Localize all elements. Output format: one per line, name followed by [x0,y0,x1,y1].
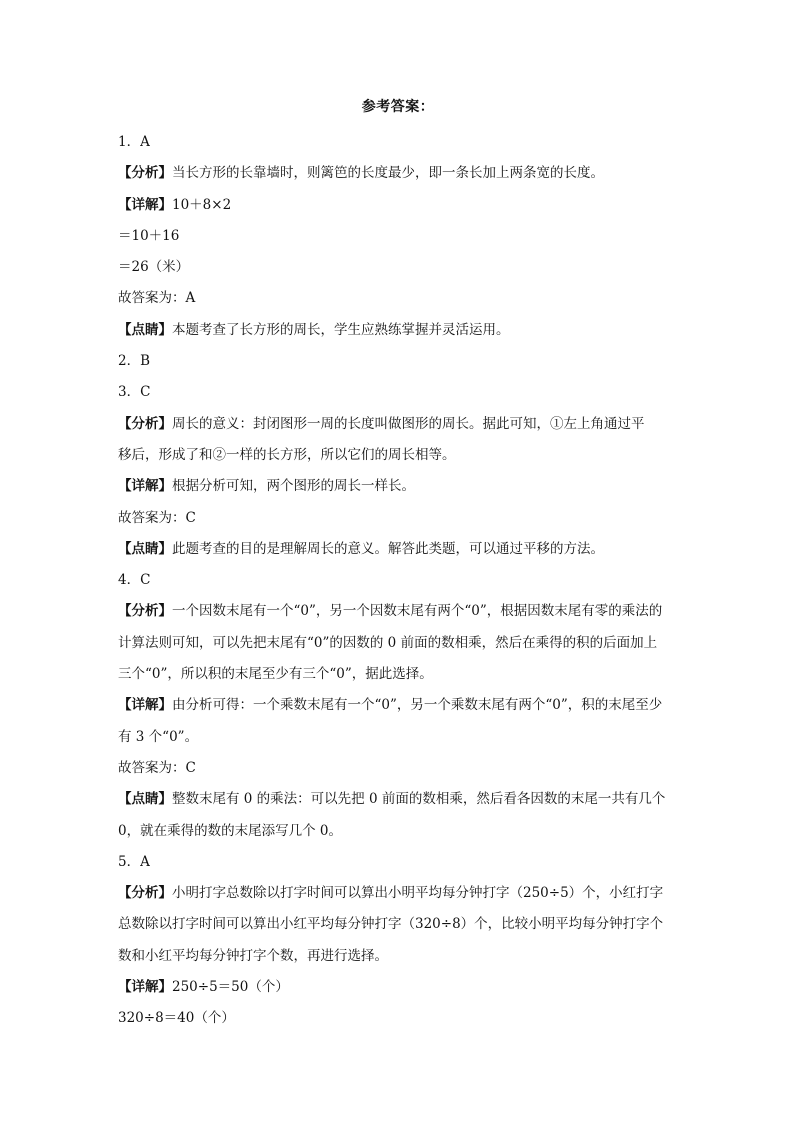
answer-line [118,377,678,408]
answer-line [118,847,678,878]
section-tag: 【分析】 [118,603,172,620]
answer-line [118,565,678,596]
answer-line [118,409,678,440]
line-text: 数和小红平均每分钟打字个数，再进行选择。 [118,947,388,964]
answer-line [118,690,678,721]
answer-line [118,784,678,815]
line-text: 一个因数末尾有一个“0”，另一个因数末尾有两个“0”，根据因数末尾有零的乘法的 [172,603,663,620]
line-text: 三个“0”，所以积的末尾至少有三个“0”，据此选择。 [118,666,433,683]
line-text: 2．B [118,353,151,370]
line-text: 小明打字总数除以打字时间可以算出小明平均每分钟打字（250÷5）个，小红打字 [172,885,664,902]
section-tag: 【分析】 [118,885,172,902]
answer-line [118,941,678,972]
answer-line [118,471,678,502]
line-text: 故答案为：C [118,759,196,776]
line-text: 320÷8＝40（个） [118,1010,235,1027]
section-tag: 【点睛】 [118,321,172,338]
answer-line [118,440,678,471]
line-text: 10＋8×2 [172,196,232,213]
answer-line [118,878,678,909]
section-tag: 【点睛】 [118,791,172,808]
section-tag: 【详解】 [118,478,172,495]
line-text: 总数除以打字时间可以算出小红平均每分钟打字（320÷8）个，比较小明平均每分钟打字个 [118,916,664,933]
line-text: 0，就在乘得的数的末尾添写几个 0。 [118,822,342,839]
section-tag: 【分析】 [118,415,172,432]
answer-line [118,909,678,940]
section-tag: 【分析】 [118,165,172,182]
answer-line [118,190,678,221]
answer-line [118,158,678,189]
answer-line [118,503,678,534]
answer-line [118,1003,678,1034]
answer-line [118,659,678,690]
answer-line [118,346,678,377]
line-text: 4．C [118,572,151,589]
line-text: 250÷5＝50（个） [172,979,289,996]
line-text: 整数末尾有 0 的乘法：可以先把 0 前面的数相乘，然后看各因数的末尾一共有几个 [172,791,666,808]
line-text: 移后，形成了和②一样的长方形，所以它们的周长相等。 [118,446,456,463]
answer-line [118,972,678,1003]
line-text: 3．C [118,384,151,401]
line-text: ＝26（米） [118,259,190,276]
line-text: ＝10＋16 [118,227,180,244]
answer-lines [118,127,678,1035]
section-tag: 【详解】 [118,979,172,996]
answer-line [118,816,678,847]
line-text: 此题考查的目的是理解周长的意义。解答此类题，可以通过平移的方法。 [172,540,604,557]
answer-line [118,221,678,252]
answer-line [118,753,678,784]
section-tag: 【点睛】 [118,540,172,557]
answer-content [118,96,678,1035]
answer-line [118,596,678,627]
line-text: 故答案为：A [118,290,196,307]
line-text: 有 3 个“0”。 [118,728,199,745]
line-text: 周长的意义：封闭图形一周的长度叫做图形的周长。据此可知，①左上角通过平 [172,415,645,432]
line-text: 1．A [118,134,150,150]
page-title: 参考答案： [361,99,435,115]
line-text: 本题考查了长方形的周长，学生应熟练掌握并灵活运用。 [172,321,510,338]
line-text: 计算法则可知，可以先把末尾有“0”的因数的 0 前面的数相乘，然后在乘得的积的后面加上 [118,634,658,651]
line-text: 根据分析可知，两个图形的周长一样长。 [172,478,415,495]
line-text: 当长方形的长靠墙时，则篱笆的长度最少，即一条长加上两条宽的长度。 [172,165,604,182]
answer-line [118,252,678,283]
answer-line [118,283,678,314]
line-text: 由分析可得：一个乘数末尾有一个“0”，另一个乘数末尾有两个“0”，积的末尾至少 [172,697,663,714]
answer-line [118,315,678,346]
answer-line [118,534,678,565]
line-text: 故答案为：C [118,509,196,526]
answer-line [118,127,678,158]
answer-line [118,628,678,659]
line-text: 5．A [118,853,150,870]
section-tag: 【详解】 [118,196,172,213]
answer-line [118,722,678,753]
section-tag: 【详解】 [118,697,172,714]
